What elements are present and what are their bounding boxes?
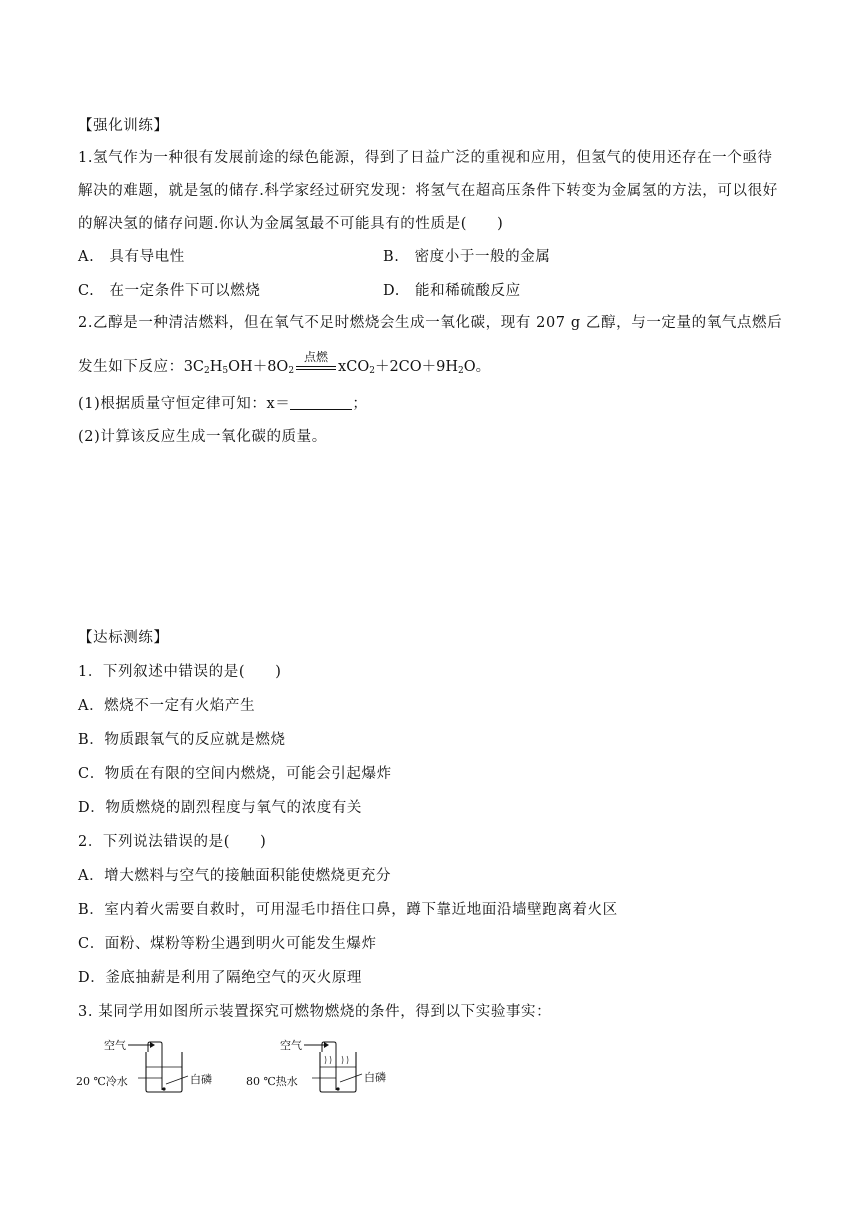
q1-stem-line2: 解决的难题，就是氢的储存.科学家经过研究发现：将氢气在超高压条件下转变为金属氢的方法，可以很好 [78, 183, 778, 199]
fig-right-water-label: 80 ℃热水 [246, 1075, 298, 1088]
figure-hot-water-setup [246, 1034, 416, 1094]
fig-left-air-label: 空气 [104, 1039, 126, 1052]
q2-equation-prefix: 发生如下反应： [78, 359, 184, 375]
q1-stem-line1: 1.氢气作为一种很有发展前途的绿色能源，得到了日益广泛的重视和应用，但氢气的使用还存在一个亟待 [78, 150, 773, 166]
figure-cold-water-setup [76, 1034, 236, 1094]
fig-left-phosphorus-label: 白磷 [190, 1073, 212, 1086]
q1-option-d: D. 能和稀硫酸反应 [383, 283, 521, 299]
q1-stem-line3: 的解决氢的储存问题.你认为金属氢最不可能具有的性质是( ) [78, 216, 504, 232]
fig-right-air-label: 空气 [280, 1039, 302, 1052]
answer-blank[interactable] [290, 395, 352, 410]
q2-sub1-end: ； [352, 396, 368, 412]
chemical-equation: $3C_2H_5OH+8O_2$ 点燃 $xCO_2+2CO+9H_2O$。 [184, 359, 490, 375]
t2-option-a: A．增大燃料与空气的接触面积能使燃烧更充分 [78, 868, 392, 884]
q2-sub1 [78, 394, 367, 414]
fig-left-water-label: 20 ℃冷水 [76, 1075, 128, 1088]
t1-option-c: C．物质在有限的空间内燃烧，可能会引起爆炸 [78, 766, 392, 782]
t2-option-b: B．室内着火需要自救时，可用湿毛巾捂住口鼻，蹲下靠近地面沿墙壁跑离着火区 [78, 902, 618, 918]
q2-sub2: (2)计算该反应生成一氧化碳的质量。 [78, 429, 327, 445]
section-heading-test: 【达标测练】 [78, 630, 169, 646]
t1-option-d: D．物质燃烧的剧烈程度与氧气的浓度有关 [78, 800, 363, 816]
t2-option-c: C．面粉、煤粉等粉尘遇到明火可能发生爆炸 [78, 936, 377, 952]
t2-option-d: D．釜底抽薪是利用了隔绝空气的灭火原理 [78, 970, 363, 986]
beaker-hot [246, 1034, 416, 1094]
t1-option-b: B．物质跟氧气的反应就是燃烧 [78, 732, 286, 748]
fig-right-phosphorus-label: 白磷 [364, 1071, 386, 1084]
q1-option-a: A. 具有导电性 [78, 249, 185, 265]
q1-option-c: C. 在一定条件下可以燃烧 [78, 283, 261, 299]
t1-option-a: A．燃烧不一定有火焰产生 [78, 698, 256, 714]
section-heading-training: 【强化训练】 [78, 118, 169, 134]
condition-label: 点燃 [304, 350, 329, 364]
q2-stem-line1: 2.乙醇是一种清洁燃料，但在氧气不足时燃烧会生成一氧化碳，现有 207 g 乙醇，与一定量的氧气点燃后 [78, 315, 783, 331]
t2-stem: 2．下列说法错误的是( ) [78, 834, 267, 850]
t1-stem: 1．下列叙述中错误的是( ) [78, 664, 282, 680]
beaker-cold [76, 1034, 236, 1094]
reaction-condition [294, 350, 338, 377]
t3-stem: 3. 某同学用如图所示装置探究可燃物燃烧的条件，得到以下实验事实： [78, 1004, 552, 1020]
q2-sub1-text: (1)根据质量守恒定律可知：x＝ [78, 396, 291, 412]
q2-equation-line [78, 350, 491, 381]
q1-option-b: B. 密度小于一般的金属 [383, 249, 551, 265]
